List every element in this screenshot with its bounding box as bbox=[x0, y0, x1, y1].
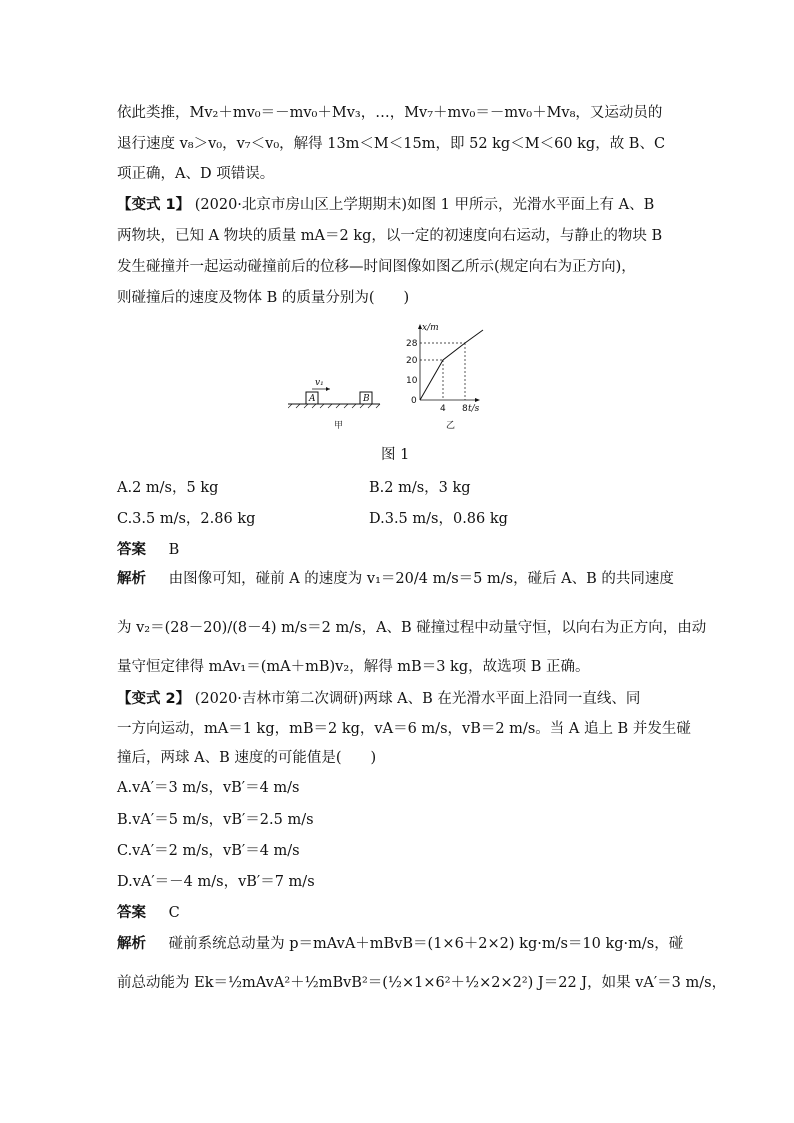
option-b: B.2 m/s，3 kg bbox=[369, 480, 471, 496]
analysis-line bbox=[117, 934, 684, 954]
option-a: A.2 m/s，5 kg bbox=[117, 480, 219, 496]
figure-1 bbox=[288, 322, 528, 437]
option-a: A.vA′＝3 m/s，vB′＝4 m/s bbox=[117, 780, 300, 796]
figure-caption: 图 1 bbox=[381, 447, 410, 463]
answer-label: 答案 bbox=[117, 905, 146, 921]
x-tick-label: 4 bbox=[440, 404, 446, 414]
option-b: B.vA′＝5 m/s，vB′＝2.5 m/s bbox=[117, 812, 314, 828]
option-d: D.3.5 m/s，0.86 kg bbox=[369, 511, 508, 527]
analysis-text: 碰前系统总动量为 p＝mAvA＋mBvB＝(1×6＋2×2) kg·m/s＝10 kg·m/s，碰 bbox=[168, 936, 684, 952]
variant1-text: (2020·北京市房山区上学期期末)如图 1 甲所示，光滑水平面上有 A、B bbox=[194, 197, 655, 213]
variant2-heading-line bbox=[117, 689, 677, 709]
figure-left-diagram bbox=[288, 378, 380, 431]
answer-label: 答案 bbox=[117, 542, 146, 558]
analysis-line bbox=[117, 569, 677, 589]
option-c: C.3.5 m/s，2.86 kg bbox=[117, 511, 256, 527]
text-line: 为 v₂＝(28－20)/(8－4) m/s＝2 m/s，A、B 碰撞过程中动量守恒，以向右为正方向，由动 bbox=[117, 620, 707, 636]
x-axis-label: t/s bbox=[468, 404, 480, 414]
text-line: 则碰撞后的速度及物体 B 的质量分别为( ) bbox=[117, 290, 410, 306]
origin-label: 0 bbox=[411, 396, 417, 406]
text-line: 两物块，已知 A 物块的质量 mA＝2 kg，以一定的初速度向右运动，与静止的物块 B bbox=[117, 228, 663, 244]
answer-value: B bbox=[168, 542, 180, 558]
answer-line bbox=[117, 903, 677, 923]
displacement-time-graph bbox=[406, 323, 483, 431]
text-line: 依此类推，Mv₂＋mv₀＝－mv₀＋Mv₃，…，Mv₇＋mv₀＝－mv₀＋Mv₈，又运动员的 bbox=[117, 105, 663, 121]
y-tick-label: 10 bbox=[406, 376, 418, 386]
y-axis-label: x/m bbox=[422, 323, 439, 333]
displacement-curve bbox=[420, 330, 483, 400]
variant2-text: (2020·吉林市第二次调研)两球 A、B 在光滑水平面上沿同一直线、同 bbox=[194, 691, 641, 707]
text-line: 量守恒定律得 mAv₁＝(mA＋mB)v₂，解得 mB＝3 kg，故选项 B 正确。 bbox=[117, 659, 590, 675]
text-line: 退行速度 v₈＞v₀，v₇＜v₀，解得 13m＜M＜15m，即 52 kg＜M＜60 kg，故 B、C bbox=[117, 136, 666, 152]
analysis-label: 解析 bbox=[117, 936, 146, 952]
option-d: D.vA′＝－4 m/s，vB′＝7 m/s bbox=[117, 874, 315, 890]
figure-right-label: 乙 bbox=[446, 421, 456, 431]
text-line: 发生碰撞并一起运动碰撞前后的位移—时间图像如图乙所示(规定向右为正方向)， bbox=[117, 259, 636, 275]
figure-left-label: 甲 bbox=[334, 421, 344, 431]
analysis-label: 解析 bbox=[117, 571, 146, 587]
analysis-text: 由图像可知，碰前 A 的速度为 v₁＝20/4 m/s＝5 m/s，碰后 A、B 的共同速度 bbox=[168, 571, 674, 587]
text-line: 一方向运动，mA＝1 kg，mB＝2 kg，vA＝6 m/s，vB＝2 m/s。当 A 追上 B 并发生碰 bbox=[117, 721, 691, 737]
text-line: 前总动能为 Ek＝½mAvA²＋½mBvB²＝(½×1×6²＋½×2×2²) J＝22 J，如果 vA′＝3 m/s， bbox=[117, 975, 727, 991]
text-line: 项正确，A、D 项错误。 bbox=[117, 166, 275, 182]
answer-line bbox=[117, 540, 677, 560]
block-a-label: A bbox=[309, 394, 316, 404]
variant1-heading-line bbox=[117, 195, 677, 215]
answer-value: C bbox=[168, 905, 180, 921]
option-c: C.vA′＝2 m/s，vB′＝4 m/s bbox=[117, 843, 300, 859]
block-b-label: B bbox=[363, 394, 370, 404]
y-tick-label: 20 bbox=[406, 356, 418, 366]
variant1-tag: 【变式 1】 bbox=[117, 197, 191, 213]
y-tick-label: 28 bbox=[406, 339, 418, 349]
velocity-label: v₁ bbox=[315, 378, 324, 388]
x-tick-label: 8 bbox=[462, 404, 468, 414]
variant2-tag: 【变式 2】 bbox=[117, 691, 191, 707]
text-line: 撞后，两球 A、B 速度的可能值是( ) bbox=[117, 750, 377, 766]
